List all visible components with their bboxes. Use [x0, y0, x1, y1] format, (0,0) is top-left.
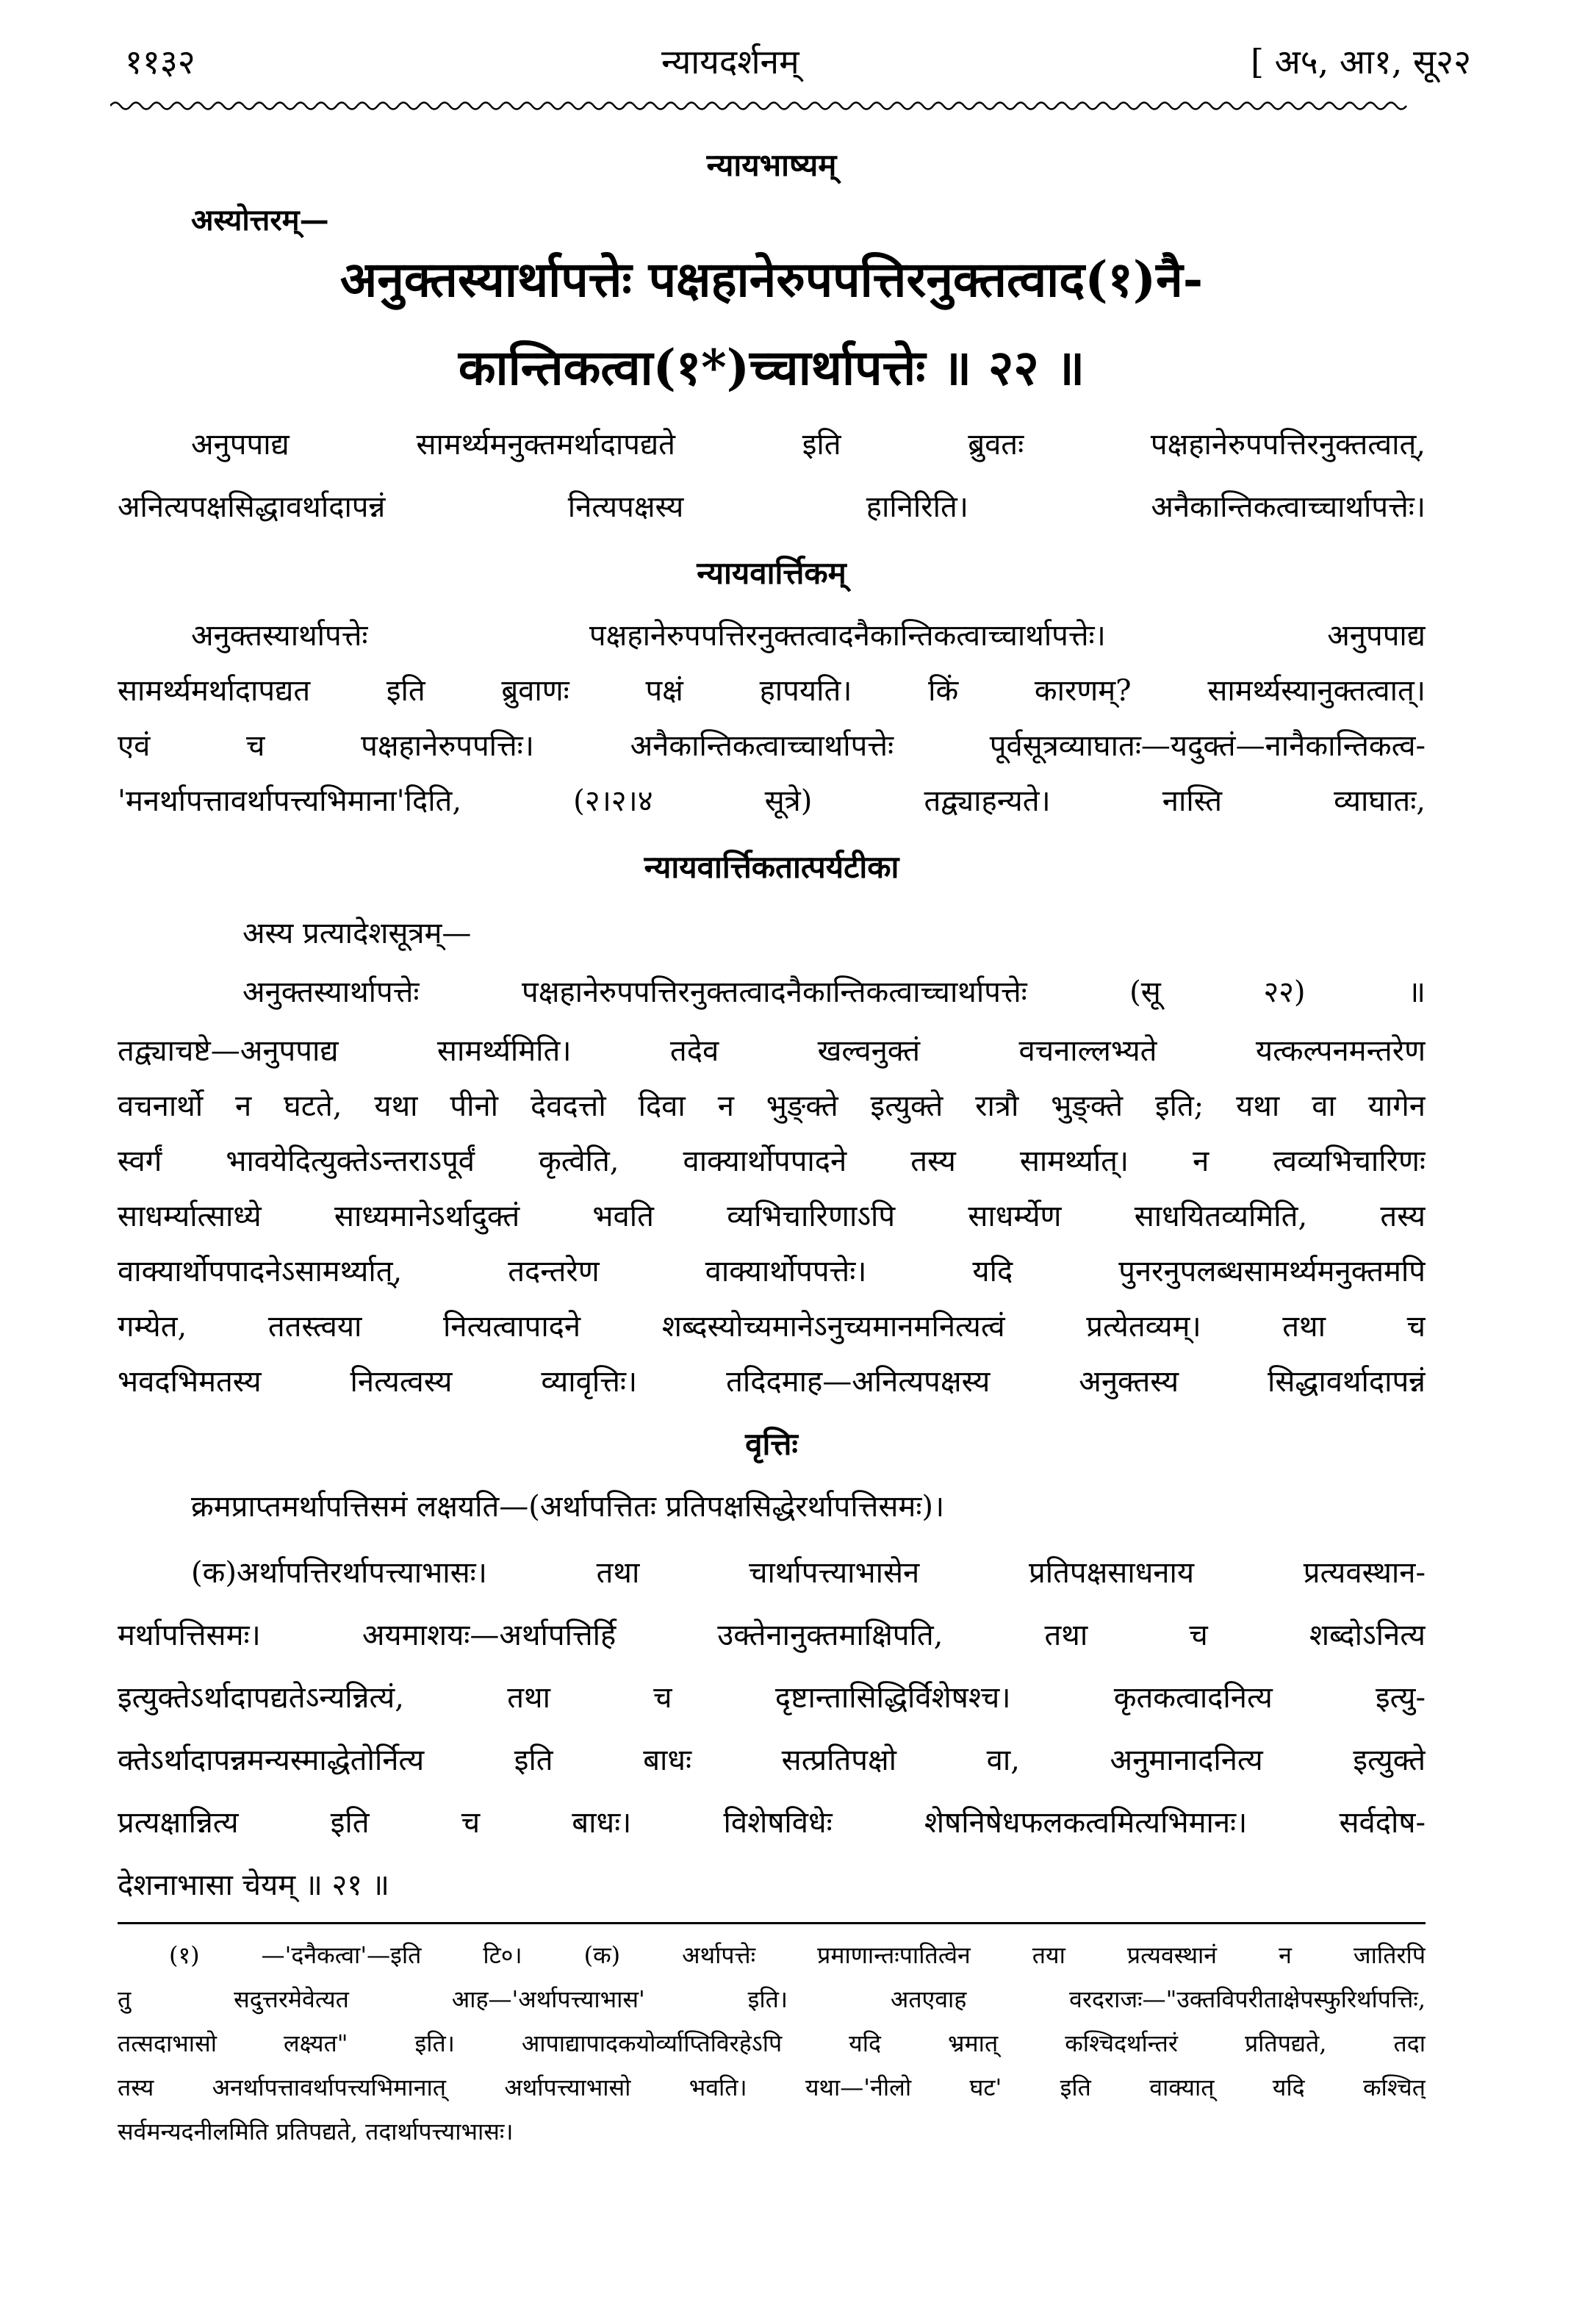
- vritti-text-line: इत्युक्तेऽर्थादापद्यतेऽन्यन्नित्यं, तथा च दृष्टान्तासिद्धिर्विशेषश्च। कृतकत्वादनित्य इत्यु-: [118, 1681, 1426, 1715]
- sutra-line-2: कान्तिकत्वा(१*)च्चार्थापत्तेः ॥ २२ ॥: [458, 339, 1085, 396]
- tika-text-line: वचनार्थो न घटते, यथा पीनो देवदत्तो दिवा न भुङ्क्ते इत्युक्ते रात्रौ भुङ्क्ते इति; यथा वा यागेन: [118, 1089, 1426, 1123]
- sutra-line-1: अनुक्तस्यार्थापत्तेः पक्षहानेरुपपत्तिरनुक्तत्वाद(१)नै-: [339, 251, 1204, 308]
- footnote-line: तस्य अनर्थापत्तावर्थापत्त्यभिमानात् अर्थापत्त्याभासो भवति। यथा—'नीलो घट' इति वाक्यात् यदि कश्चित्: [118, 2073, 1426, 2101]
- running-title: न्यायदर्शनम्: [661, 42, 799, 82]
- vritti-text-line: क्रमप्राप्तमर्थापत्तिसमं लक्षयति—(अर्थापत्तितः प्रतिपक्षसिद्धेरर्थापत्तिसमः)।: [191, 1490, 945, 1524]
- footnote-line: तत्सदाभासो लक्ष्यत" इति। आपाद्यापादकयोर्व्याप्तिविरहेऽपि यदि भ्रमात् कश्चिदर्थान्तरं प्रतिपद्यते, तदा: [118, 2029, 1426, 2057]
- page-number: ११३२: [125, 42, 195, 82]
- tika-text-line: वाक्यार्थोपपादनेऽसामर्थ्यात्, तदन्तरेण वाक्यार्थोपपत्तेः। यदि पुनरनुपलब्धसामर्थ्यमनुक्तमपि: [118, 1255, 1426, 1288]
- vritti-text-line: प्रत्यक्षान्नित्य इति च बाधः। विशेषविधेः शेषनिषेधफलकत्वमित्यभिमानः। सर्वदोष-: [118, 1806, 1426, 1840]
- page-header: [110, 29, 1486, 88]
- header-wavy-rule: [110, 97, 1433, 115]
- bhashya-text-line: अनित्यपक्षसिद्धावर्थादापन्नं नित्यपक्षस्य हानिरिति। अनैकान्तिकत्वाच्चार्थापत्तेः।: [118, 490, 1426, 524]
- vritti-text-line: देशनाभासा चेयम् ॥ २१ ॥: [118, 1868, 389, 1902]
- vritti-heading: वृत्तिः: [745, 1426, 798, 1462]
- tika-text-line: साधर्म्यात्साध्ये साध्यमानेऽर्थादुक्तं भवति व्यभिचारिणाऽपि साधर्म्येण साधयितव्यमिति, तस्य: [118, 1200, 1426, 1233]
- tika-intro: अस्य प्रत्यादेशसूत्रम्—: [242, 917, 472, 950]
- vritti-text-line: क्तेऽर्थादापन्नमन्यस्माद्धेतोर्नित्य इति बाधः सत्प्रतिपक्षो वा, अनुमानादनित्य इत्युक्ते: [118, 1743, 1426, 1777]
- vartika-text-line: सामर्थ्यमर्थादापद्यत इति ब्रुवाणः पक्षं हापयति। किं कारणम्? सामर्थ्यस्यानुक्तत्वात्।: [118, 674, 1426, 708]
- vritti-text-line: मर्थापत्तिसमः। अयमाशयः—अर्थापत्तिर्हि उक्तेनानुक्तमाक्षिपति, तथा च शब्दोऽनित्य: [118, 1618, 1426, 1652]
- tika-heading: न्यायवार्त्तिकतात्पर्यटीका: [644, 849, 899, 885]
- vartika-text-line: एवं च पक्षहानेरुपपत्तिः। अनैकान्तिकत्वाच्चार्थापत्तेः पूर्वसूत्रव्याघातः—यदुक्तं—नानैकान्तिकत्व-: [118, 729, 1426, 763]
- tika-text-line: गम्येत, ततस्त्वया नित्यत्वापादने शब्दस्योच्यमानेऽनुच्यमानमनित्यत्वं प्रत्येतव्यम्। तथा च: [118, 1310, 1426, 1344]
- tika-text-line: भवदभिमतस्य नित्यत्वस्य व्यावृत्तिः। तदिदमाह—अनित्यपक्षस्य अनुक्तस्य सिद्धावर्थादापन्नं: [118, 1365, 1426, 1399]
- vritti-text-line: (क)अर्थापत्तिरर्थापत्त्याभासः। तथा चार्थापत्त्याभासेन प्रतिपक्षसाधनाय प्रत्यवस्थान-: [191, 1556, 1426, 1590]
- vartika-text-line: अनुक्तस्यार्थापत्तेः पक्षहानेरुपपत्तिरनुक्तत्वादनैकान्तिकत्वाच्चार्थापत्तेः। अनुपपाद्य: [191, 619, 1426, 653]
- section-reference: [ अ५, आ१, सू२२: [1251, 42, 1471, 82]
- tika-sutra: अनुक्तस्यार्थापत्तेः पक्षहानेरुपपत्तिरनुक्तत्वादनैकान्तिकत्वाच्चार्थापत्तेः (सू २२) ॥: [242, 975, 1426, 1009]
- tika-text-line: स्वर्गं भावयेदित्युक्तेऽन्तराऽपूर्वं कृत्वेति, वाक्यार्थोपपादने तस्य सामर्थ्यात्। न त्वव्यभिचारिणः: [118, 1144, 1426, 1178]
- tika-text-line: तद्व्याचष्टे—अनुपपाद्य सामर्थ्यमिति। तदेव खल्वनुक्तं वचनाल्लभ्यते यत्कल्पनमन्तरेण: [118, 1034, 1426, 1068]
- vartika-heading: न्यायवार्त्तिकम्: [697, 555, 846, 591]
- bhashya-heading: न्यायभाष्यम्: [706, 147, 837, 183]
- bhashya-intro: अस्योत्तरम्—: [191, 203, 329, 237]
- footnote-line: सर्वमन्यदनीलमिति प्रतिपद्यते, तदार्थापत्त्याभासः।: [118, 2118, 514, 2146]
- footnote-line: (१) —'दनैकत्वा'—इति टि०। (क) अर्थापत्तेः प्रमाणान्तःपातित्वेन तया प्रत्यवस्थानं न जातिरपि: [169, 1941, 1426, 1969]
- footnote-divider: [118, 1922, 1426, 1924]
- bhashya-text-line: अनुपपाद्य सामर्थ्यमनुक्तमर्थादापद्यते इति ब्रुवतः पक्षहानेरुपपत्तिरनुक्तत्वात्,: [191, 428, 1426, 462]
- vartika-text-line: 'मनर्थापत्तावर्थापत्त्यभिमाना'दिति, (२।२।४ सूत्रे) तद्व्याहन्यते। नास्ति व्याघातः,: [118, 784, 1426, 818]
- footnote-line: तु सदुत्तरमेवेत्यत आह—'अर्थापत्त्याभास' इति। अतएवाह वरदराजः—"उक्तविपरीताक्षेपस्फुरिर्थापत्तिः,: [118, 1985, 1426, 2013]
